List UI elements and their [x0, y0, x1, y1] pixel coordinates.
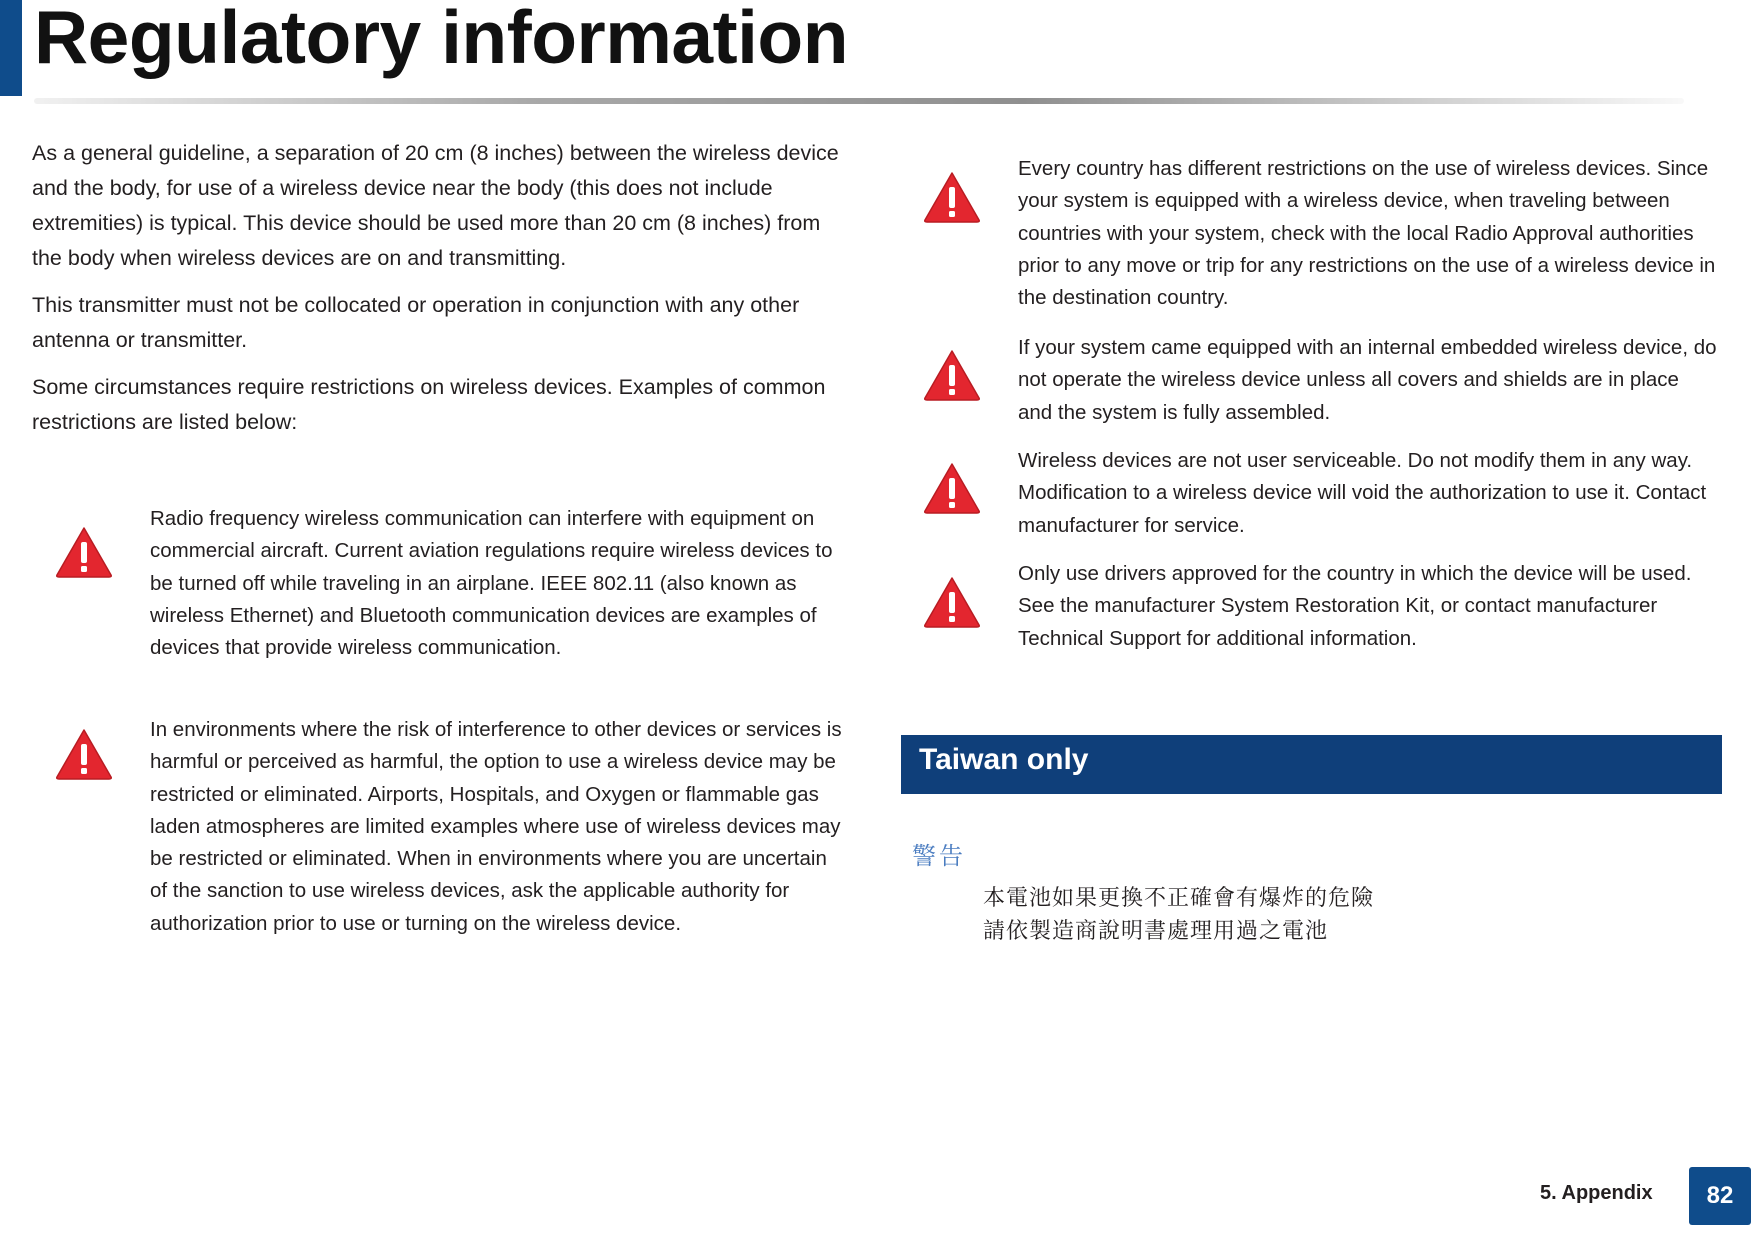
warning-triangle-icon: [55, 526, 113, 578]
warning-triangle-icon: [923, 576, 981, 628]
warning-text: In environments where the risk of interference to other devices or services is harmful or perceived as harmful, the option to use a wireless device may be restricted or eliminated. Airports, Hospitals, and Oxygen or flammable gas laden atmospheres are limited examples where use of wireless devices may be restricted or eliminated. When in environments where you are uncertain of the sanction to use wireless devices, ask the applicable authority for authorization prior to use or turning on the wireless device.: [150, 718, 842, 935]
taiwan-warning-line: 請依製造商說明書處理用過之電池: [983, 919, 1329, 944]
title-divider: [34, 98, 1684, 104]
taiwan-warning-line: 本電池如果更換不正確會有爆炸的危險: [983, 886, 1375, 911]
warning-triangle-icon: [923, 171, 981, 223]
taiwan-warning-label: 警告: [912, 842, 966, 870]
section-title: Taiwan only: [919, 743, 1089, 776]
warning-text: Every country has different restrictions on the use of wireless devices. Since your system is equipped with a wireless device, when traveling between countries with your system, check with the local Radio Approval authorities prior to any move or trip for any restrictions on the use of a wireless device in the destination country.: [1018, 157, 1716, 310]
warning-triangle-icon: [55, 728, 113, 780]
intro-paragraph: Some circumstances require restrictions on wireless devices. Examples of common restrictions are listed below:: [32, 375, 826, 434]
warning-text: If your system came equipped with an internal embedded wireless device, do not operate the wireless device unless all covers and shields are in place and the system is fully assembled.: [1018, 336, 1717, 424]
title-accent-bar: [0, 0, 22, 96]
footer-section-label: 5. Appendix: [1540, 1182, 1653, 1204]
intro-paragraph: As a general guideline, a separation of 20 cm (8 inches) between the wireless device and the body, for use of a wireless device near the body (this does not include extremities) is typical. This device should be used more than 20 cm (8 inches) from the body when wireless devices are on and transmitting.: [32, 141, 839, 270]
page-number-badge: 82: [1689, 1167, 1751, 1225]
warning-triangle-icon: [923, 462, 981, 514]
intro-paragraph: This transmitter must not be collocated or operation in conjunction with any other antenna or transmitter.: [32, 293, 800, 352]
warning-triangle-icon: [923, 349, 981, 401]
warning-text: Radio frequency wireless communication can interfere with equipment on commercial aircraft. Current aviation regulations require wireless devices to be turned off while traveling in an airplane. IEEE 802.11 (also known as wireless Ethernet) and Bluetooth communication devices are examples of devices that provide wireless communication.: [150, 507, 833, 660]
intro-section: [32, 136, 842, 452]
taiwan-section-header: [901, 735, 1722, 794]
warning-text: Only use drivers approved for the country in which the device will be used. See the manufacturer System Restoration Kit, or contact manufacturer Technical Support for additional information.: [1018, 562, 1692, 650]
warning-text: Wireless devices are not user serviceable. Do not modify them in any way. Modification to a wireless device will void the authorization to use it. Contact manufacturer for service.: [1018, 449, 1707, 537]
page-title: Regulatory information: [34, 0, 849, 79]
